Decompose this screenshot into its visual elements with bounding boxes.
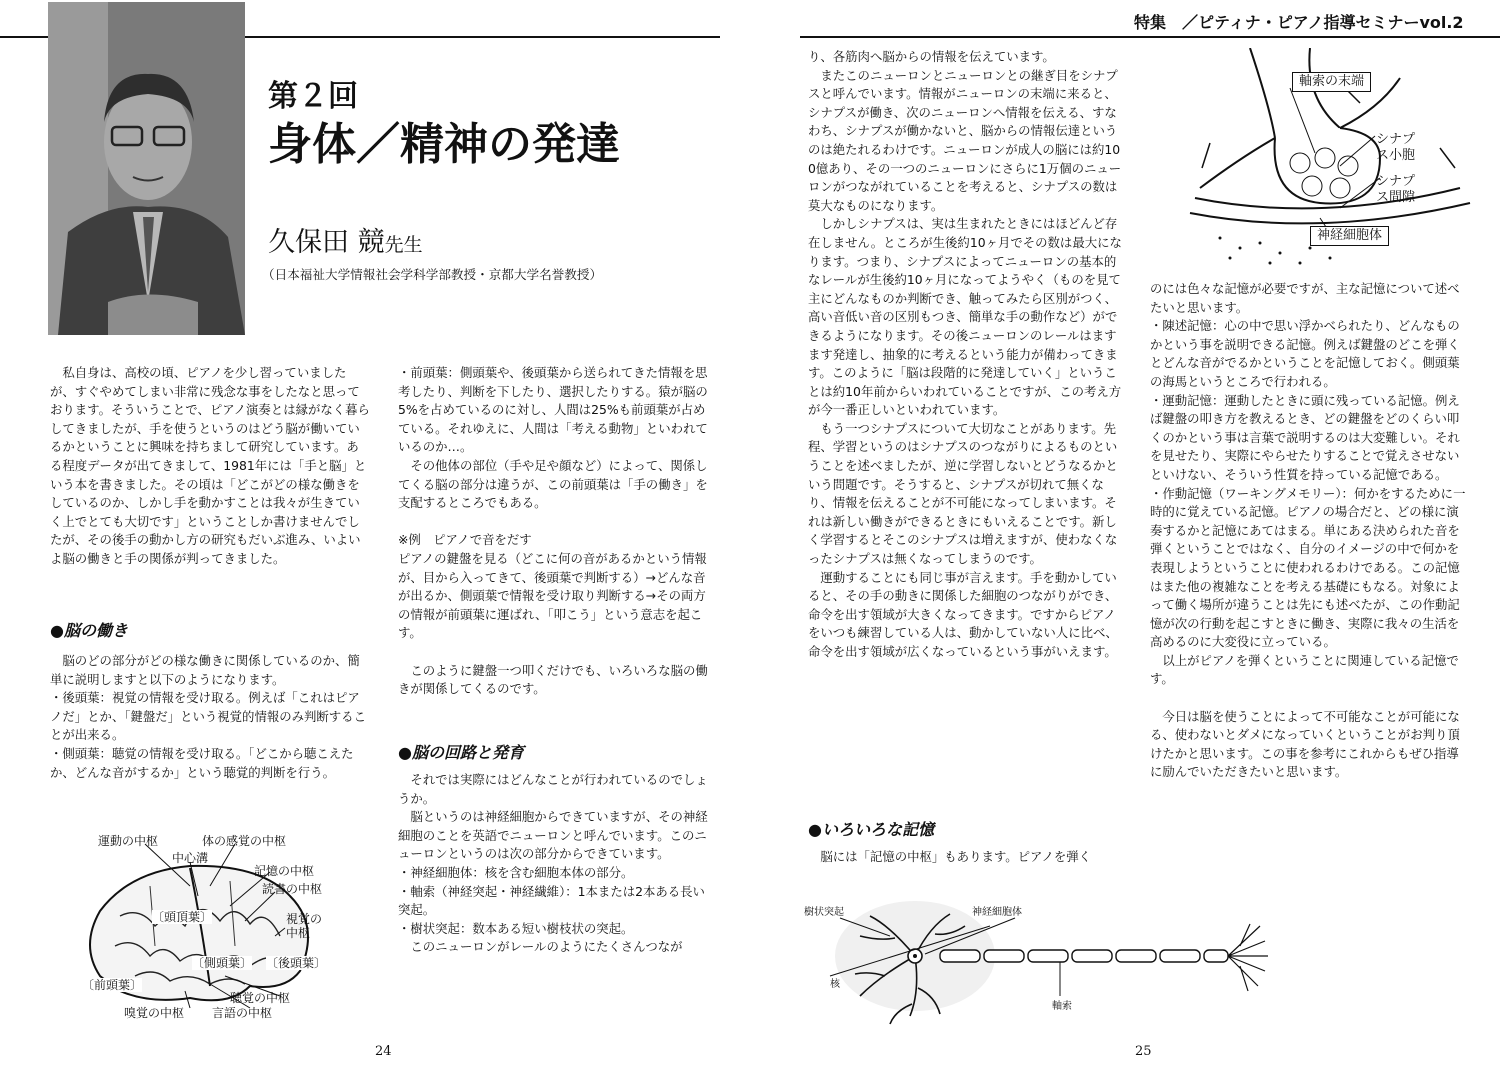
label-occipital-lobe: 〔後頭葉〕 <box>266 956 327 970</box>
label-nerve-cell-body: 神経細胞体 <box>1310 226 1389 246</box>
label-somatosensory-center: 体の感覚の中枢 <box>202 834 287 848</box>
label-dendrite: 樹状突起 <box>804 907 844 918</box>
top-rule-right <box>800 36 1500 38</box>
heading-various-memories: ●いろいろな記憶 <box>808 820 934 839</box>
right-page <box>760 0 1500 1076</box>
neuron-illustration <box>800 896 1270 1046</box>
author-line <box>268 228 423 261</box>
article-title: 身体／精神の発達 <box>268 119 620 170</box>
label-temporal-lobe: 〔側頭葉〕 <box>192 956 253 970</box>
label-motor-center: 運動の中枢 <box>98 834 159 848</box>
page-number-left: 24 <box>375 1044 392 1059</box>
author-name: 久保田 競 <box>268 227 385 258</box>
label-memory-center: 記憶の中枢 <box>254 864 315 878</box>
running-header: 特集 ／ピティナ・ピアノ指導セミナーvol.2 <box>1134 13 1464 32</box>
brain-function-text: 脳のどの部分がどの様な働きに関係しているのか、簡単に説明しますと以下のようになります。 ・後頭葉：視覚の情報を受け取る。例えば「これはピアノだ」とか、「鍵盤だ」という視覚的情報のみ判断することが出来る。 ・側頭葉：聴覚の情報を受け取る。「どこから聴こえたか、どんな音がするか」という聴覚的判断を行う。 <box>50 653 366 780</box>
memory-intro: 脳には「記憶の中枢」もあります。ピアノを弾く <box>808 849 1092 864</box>
left-page <box>0 0 740 1076</box>
article-round: 第２回 <box>268 79 358 114</box>
label-frontal-lobe: 〔前頭葉〕 <box>82 978 143 992</box>
neuron-diagram <box>800 896 1270 1046</box>
label-axon: 軸索 <box>1052 1001 1072 1012</box>
author-photo <box>48 2 245 335</box>
circuits-development-text: それでは実際にはどんなことが行われているのでしょうか。 脳というのは神経細胞からできていますが、その神経細胞のことを英語でニューロンと呼んでいます。このニューロンというのは次の部分からできています。 ・神経細胞体：核を含む細胞本体の部分。 ・軸索（神経突起・神経繊維）：1本または2本ある長い突起。 ・樹状突起：数本ある短い樹枝状の突起。 このニューロンがレールのようにたくさんつなが <box>398 772 708 955</box>
label-olfactory-center: 嗅覚の中枢 <box>124 1006 185 1020</box>
label-parietal-lobe: 〔頭頂葉〕 <box>152 910 213 924</box>
heading-brain-function: ●脳の働き <box>50 621 128 640</box>
synapse-diagram <box>1180 48 1490 268</box>
memory-types-text: のには色々な記憶が必要ですが、主な記憶について述べたいと思います。 ・陳述記憶：心の中で思い浮かべられたり、どんなものかという事を説明できる記憶。例えば鍵盤のどこを弾くとどんな音がでるかということを記憶しておく。側頭葉の海馬というところで行われる。 ・運動記憶：運動したときに頭に残っている記憶。例えば鍵盤の叩き方を教えるとき、どの鍵盤をどのくらい叩くのかという事は言葉で説明するのは大変難しい。それを見せたり、実際にやらせたりすることで覚えさせないといけない、そういう性質を持っている記憶である。 ・作動記憶（ワーキングメモリー）：何かをするために一時的に覚えている記憶。ピアノの場合だと、どの様に演奏するかと記憶にあてはまる。単にある決められた音を弾くということではなく、自分のイメージの中で何かを表現しようということに使われるわけである。この記憶はまた他の複雑なことを考える基礎にもなる。対象によって働く場所が違うことは先にも述べたが、この作動記憶が次の行動を起こすときに働き、実際に我々の生活を高めるのに大変役に立っている。 以上がピアノを弾くということに関連している記憶です。 今日は脳を使うことによって不可能なことが可能になる、使わないとダメになっていくということがお判り頂けたかと思います。この事を参考にこれからもぜひ指導に励んでいただきたいと思います。 <box>1150 281 1466 780</box>
label-synaptic-vesicle: シナプス小胞 <box>1376 132 1416 163</box>
label-nucleus: 核 <box>830 979 840 990</box>
label-axon-terminal: 軸索の末端 <box>1292 72 1371 92</box>
brain-diagram <box>60 826 390 1026</box>
brain-illustration <box>60 826 390 1026</box>
synapse-text: り、各筋肉へ脳からの情報を伝えています。 またこのニューロンとニューロンとの継ぎ目をシナプスと呼んでいます。情報がニューロンの末端に来ると、シナプスが働き、次のニューロンへ情報を伝える、すなわち、シナプスが働かないと、脳からの情報伝達というのは絶たれるわけです。ニューロンが成人の脳には約100億あり、その一つのニューロンにさらに1万個のニューロンがつながれていることを考えると、シナプスの数は莫大なものになります。 しかしシナプスは、実は生まれたときにはほどんど存在しません。ところが生後約10ヶ月でその数は最大になります。つまり、シナプスによってニューロンの基本的なレールが生後約10ヶ月になってようやく（ものを見て主にどんなものか判断でき、触ってみたら区別がつく、高い音低い音の区別もつき、簡単な手の動作など）ができるようになります。その後ニューロンのレールはますます発達し、抽象的に考えるという能力が備わってきます。このように「脳は段階的に発達していく」ということは約10年前からいわれていることですが、この考え方が今一番正しいといわれています。 もう一つシナプスについて大切なことがあります。先程、学習というのはシナプスのつながりによるものということを述べましたが、逆に学習しないとどうなるかという問題です。そうすると、シナプスが切れて無くなり、情報を伝えることが不可能になってしまいます。それは新しい働きができるときにもいえることです。新しく学習するとそこのシナプスは増えますが、使わなくなったシナプスは無くなってしまうのです。 運動することにも同じ事が言えます。手を動かしていると、その手の動きに関係した細胞のつながりができ、命令を出す領域が大きくなってきます。ですからピアノをいつも練習している人は、動かしていない人に比べ、命令を出す領域が広くなっているという事がいえます。 <box>808 49 1122 659</box>
label-auditory-center: 聴覚の中枢 <box>230 991 291 1005</box>
label-central-sulcus: 中心溝 <box>172 851 209 865</box>
author-affiliation: （日本福祉大学情報社会学科学部教授・京都大学名誉教授） <box>262 267 603 282</box>
page-number-right: 25 <box>1135 1044 1152 1059</box>
label-synaptic-cleft: シナプス間隙 <box>1376 174 1416 205</box>
label-reading-center: 読書の中枢 <box>262 882 323 896</box>
label-cell-body: 神経細胞体 <box>972 907 1022 918</box>
author-honorific: 先生 <box>384 234 423 256</box>
intro-paragraph: 私自身は、高校の頃、ピアノを少し習っていましたが、すぐやめてしまい非常に残念な事をしたなと思っております。そういうことで、ピアノ演奏とは縁がなく暮らしてきましたが、手を使うというのはどう脳が働いているかということに興味を持ちまして研究しています。ある程度データが出てきまして、1981年には「手と脳」という本を書きました。その頃は「どこがどの様な働きをしているのか、しかし手を動かすことは我々が生きていく上でとても大切です」ということしか書けませんでしたが、その後手の動かし方の研究もだいぶ進み、いよいよ脳の働きと手の関係が判ってきました。 <box>50 365 370 566</box>
label-language-center: 言語の中枢 <box>212 1006 273 1020</box>
frontal-lobe-and-example: ・前頭葉：側頭葉や、後頭葉から送られてきた情報を思考したり、判断を下したり、選択したりする。猿が脳の5%を占めているのに対し、人間は25%も前頭葉が占めている。それゆえに、人間は「考える動物」といわれているのか…。 その他体の部位（手や足や顔など）によって、関係してくる脳の部分は違うが、この前頭葉は「手の働き」を支配するところでもある。 ※例 ピアノで音をだす ピアノの鍵盤を見る（どこに何の音があるかという情報が、目から入ってきて、後頭葉で判断する）→どんな音が出るか、側頭葉で情報を受け取り判断する→その両方の情報が前頭葉に運ばれ、「叩こう」という意志を起こす。 このように鍵盤一つ叩くだけでも、いろいろな脳の働きが関係してくるのです。 <box>398 365 708 697</box>
label-visual-center: 視覚の中枢 <box>286 912 323 940</box>
heading-circuits-development: ●脳の回路と発育 <box>398 743 524 762</box>
author-portrait-image <box>48 2 245 335</box>
